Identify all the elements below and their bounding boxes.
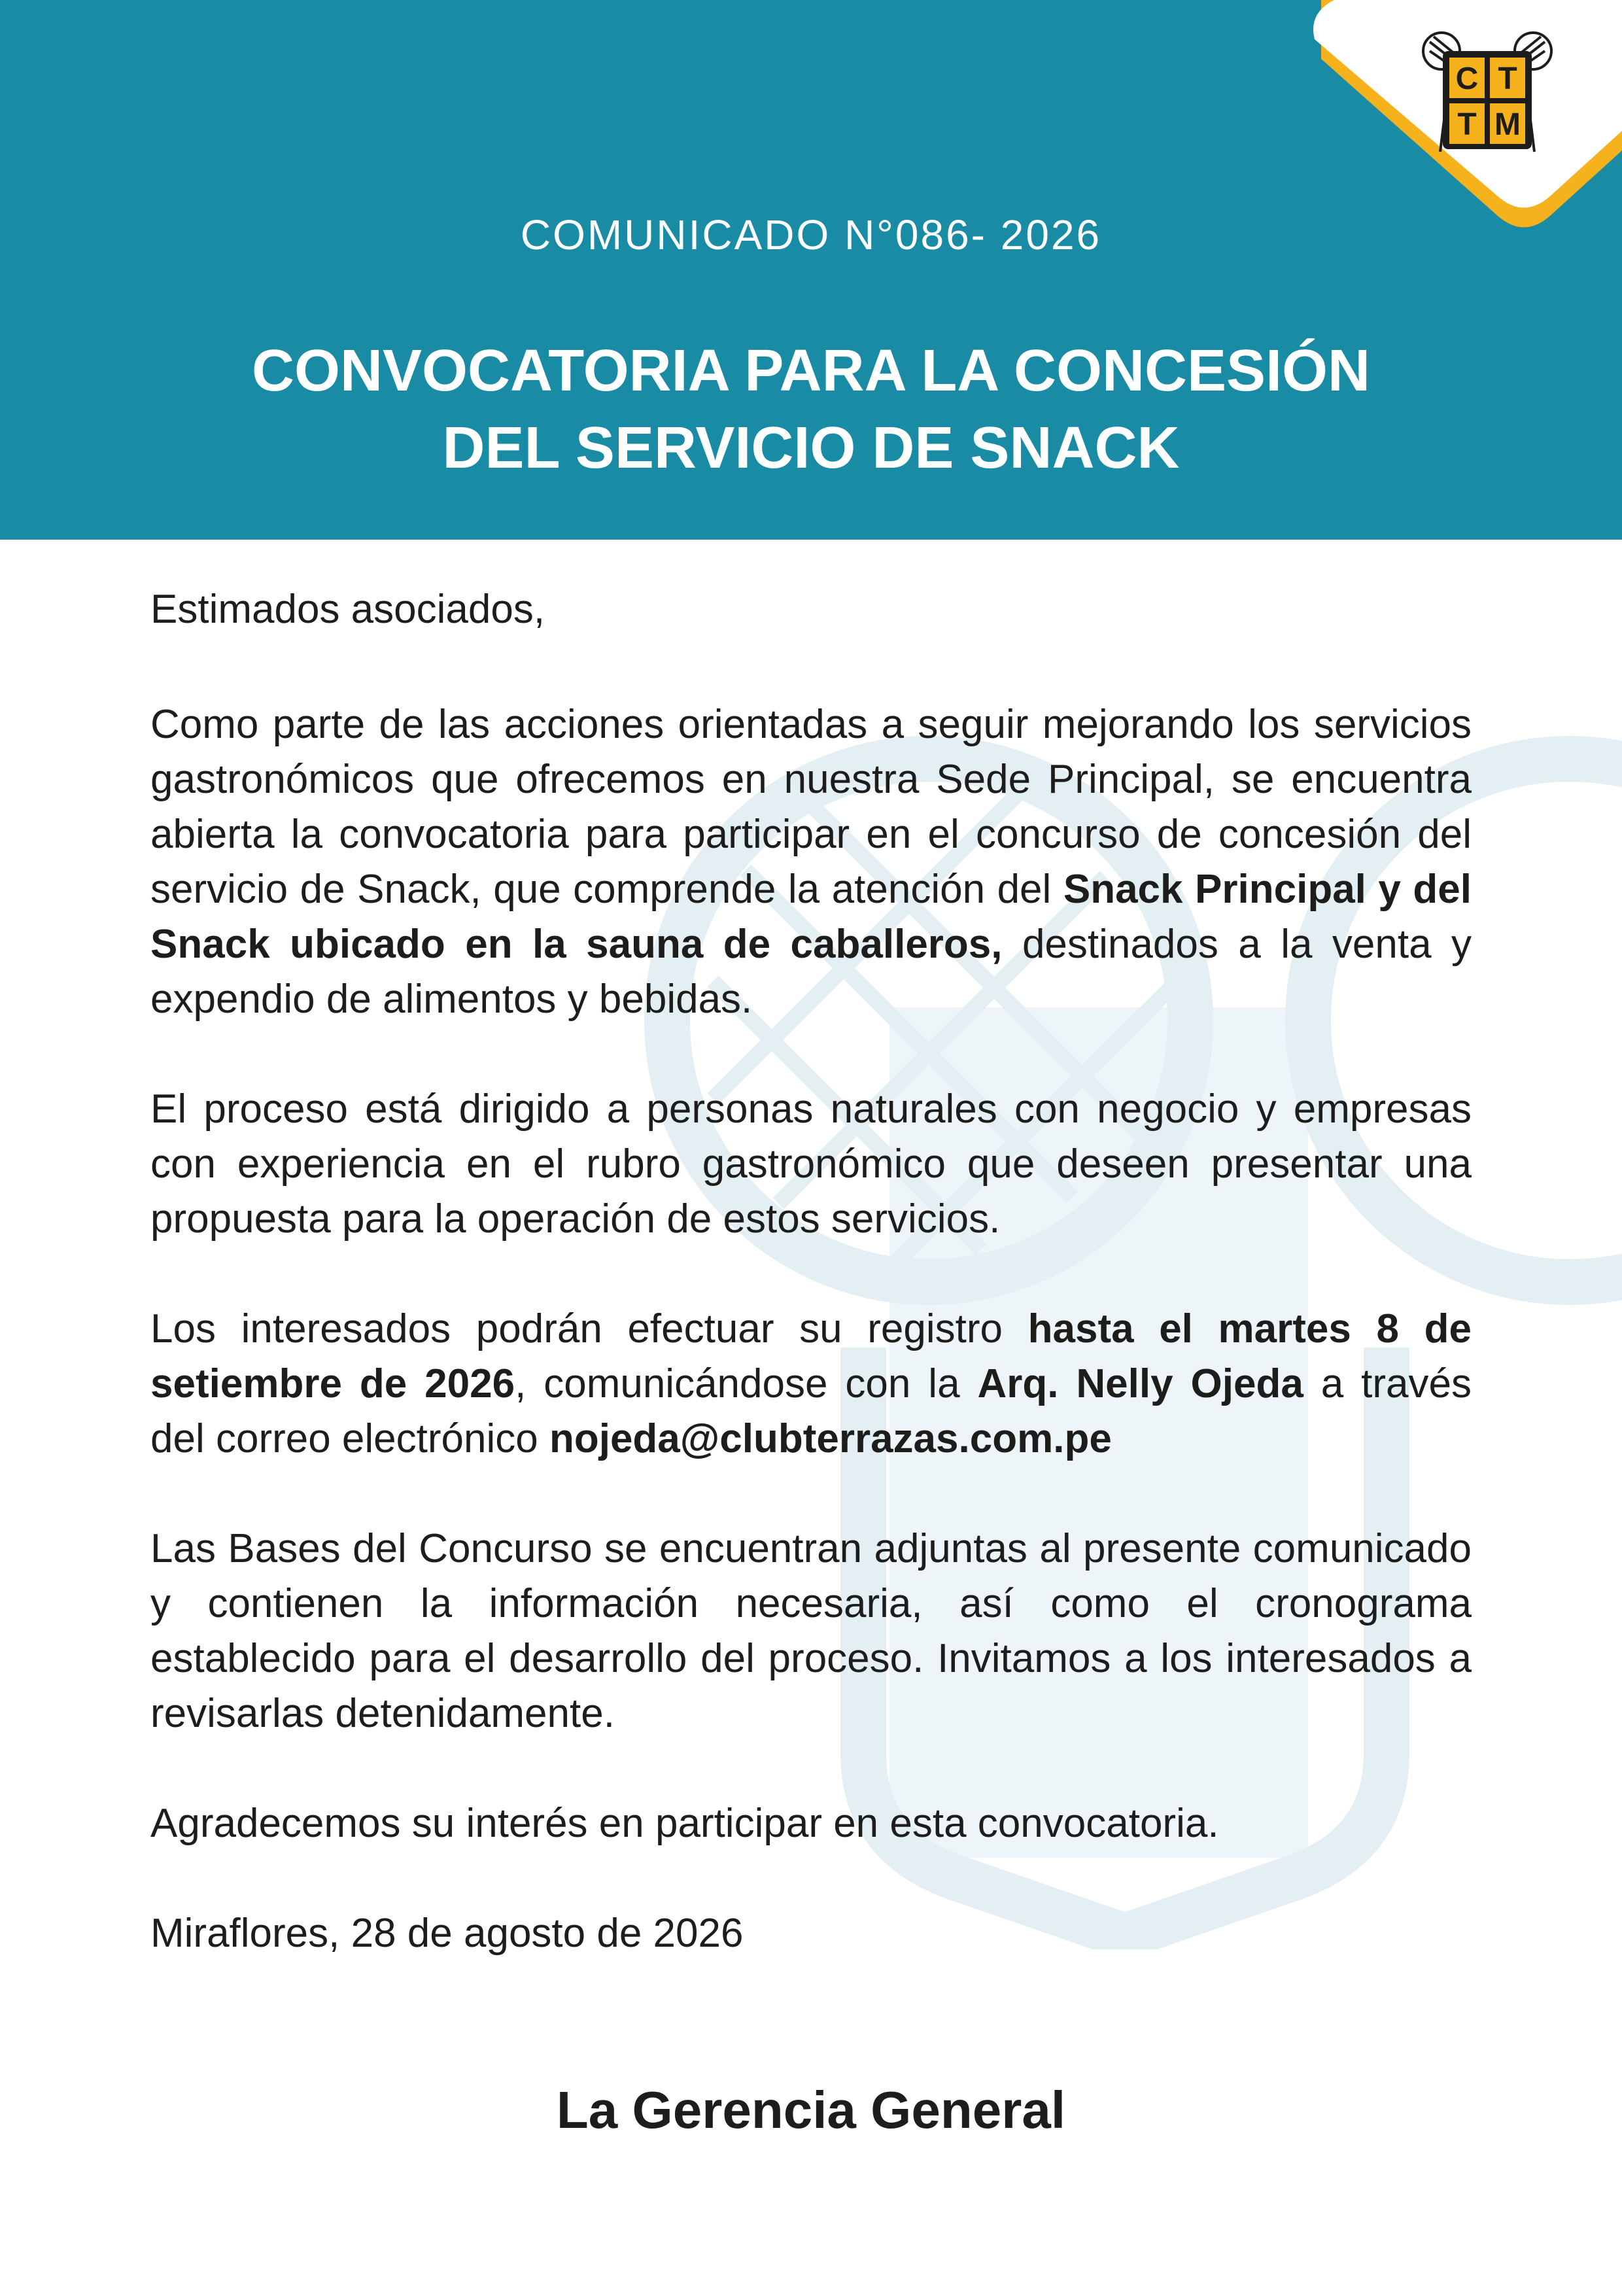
title-line: CONVOCATORIA PARA LA CONCESIÓN [251, 338, 1371, 404]
title-line: DEL SERVICIO DE SNACK [442, 415, 1180, 481]
text-run: , comunicándose con la [515, 1361, 978, 1406]
header-banner [0, 0, 1622, 540]
text-run: Los interesados podrán efectuar su registro [150, 1306, 1028, 1351]
paragraph-bases: Las Bases del Concurso se encuentran adjuntas al presente comunicado y contienen la información necesaria, así como el cronograma establecido para el desarrollo del proceso. Invitamos a los interesados a revisarlas detenidamente. [150, 1526, 1472, 1736]
page-title [0, 332, 1622, 487]
logo-letter: C [1455, 61, 1479, 96]
greeting: Estimados asociados, [150, 587, 545, 632]
paragraph-convocatoria [150, 697, 1472, 1027]
bold-run: Arq. Nelly Ojeda [977, 1361, 1303, 1406]
date-line: Miraflores, 28 de agosto de 2026 [150, 1911, 744, 1956]
letter-body [150, 582, 1472, 1961]
bold-run: hasta el martes 8 de setiembre de 2026 [150, 1306, 1472, 1406]
logo-letter: M [1494, 107, 1521, 142]
text-run: a través del correo electrónico [150, 1361, 1472, 1461]
comunicado-number: COMUNICADO N°086- 2026 [520, 211, 1102, 258]
logo-letter: T [1498, 61, 1517, 96]
paragraph-dirigido: El proceso está dirigido a personas naturales con negocio y empresas con experiencia en el rubro gastronómico que deseen presentar una propuesta para la operación de estos servicios. [150, 1087, 1472, 1242]
bold-run: Snack Principal y del Snack ubicado en la sauna de caballeros, [150, 867, 1472, 967]
email-link[interactable]: nojeda@clubterrazas.com.pe [549, 1416, 1112, 1461]
signature: La Gerencia General [556, 2081, 1066, 2139]
logo-letter: T [1457, 107, 1477, 142]
club-logo-icon [1421, 27, 1554, 161]
text-run: destinados a la venta y expendio de alimentos y bebidas. [150, 922, 1472, 1022]
paragraph-agradecimiento: Agradecemos su interés en participar en esta convocatoria. [150, 1801, 1219, 1846]
paragraph-registro [150, 1302, 1472, 1467]
text-run: Como parte de las acciones orientadas a seguir mejorando los servicios gastronómicos que ofrecemos en nuestra Sede Principal, se encuentra abierta la convocatoria para participar en el concurso de concesión del servicio de Snack, que comprende la atención del [150, 702, 1472, 912]
